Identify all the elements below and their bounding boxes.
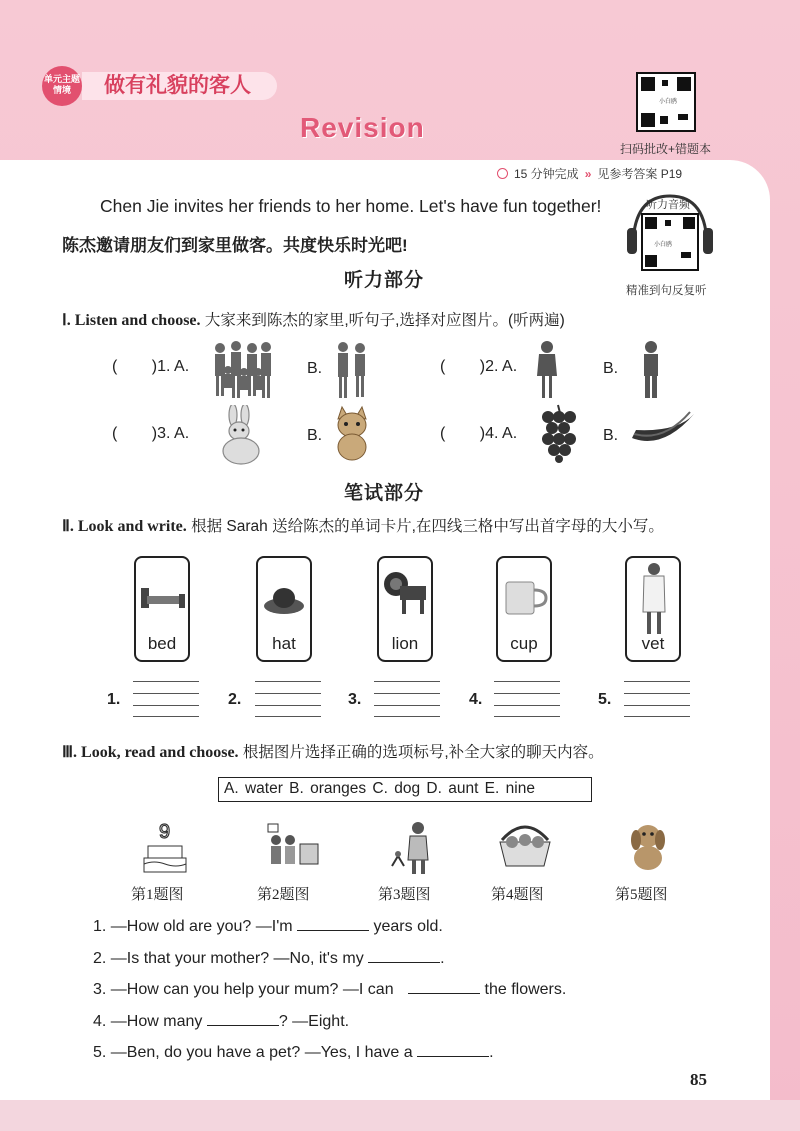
bed-icon [139,586,187,610]
chat-line-4 [93,1012,349,1031]
section-writing-title: 笔试部分 [344,483,425,504]
word-card-bed [134,556,190,662]
option-b-label: B. [603,360,619,377]
grid-number: 5. [598,691,612,708]
figure-caption: 第1题图 [131,887,184,903]
line-text: . [489,1044,494,1061]
line-text: the flowers. [484,981,567,998]
grapes-picture-icon[interactable] [538,403,580,463]
option-b-label: B. [307,360,323,377]
vet-icon [641,562,667,636]
answer-blank[interactable] [417,1043,489,1057]
kitten-picture-icon[interactable] [332,405,372,461]
item-number: )4. A. [479,425,518,442]
lion-icon [382,568,430,618]
line-text: —How many [110,1013,203,1030]
clock-icon [497,168,508,179]
answer-paren[interactable]: ( [440,425,446,442]
listening-qr-center: 小白鸥 [654,242,673,248]
part3-heading-en: Ⅲ. Look, read and choose. [62,744,239,761]
revision-title: Revision [300,112,425,143]
answer-blank[interactable] [408,980,480,994]
figure-caption: 第5题图 [615,887,668,903]
four-line-grid[interactable] [624,681,690,717]
options-box: A. water B. oranges C. dog D. aunt E. nine [218,777,592,802]
part3-heading-cn: 根据图片选择正确的选项标号,补全大家的聊天内容。 [242,744,604,761]
card-word: cup [510,634,538,653]
answer-paren[interactable]: ( [112,358,118,375]
family-picture-icon[interactable] [210,340,274,400]
four-line-grid[interactable] [133,681,199,717]
cup-icon [502,578,548,618]
line-text: —Is that your mother? —No, it's my [110,950,364,967]
line-text: —Ben, do you have a pet? —Yes, I have a [110,1044,413,1061]
chat-line-2 [93,949,445,968]
chat-line-3 [93,980,566,999]
badge-text: 单元主题 情境 [43,74,80,95]
boy-picture-icon[interactable] [641,340,661,400]
line-number: 5. [93,1044,107,1061]
line-number: 3. [93,981,107,998]
mother-and-aunt-icon [262,822,320,872]
answer-blank[interactable] [297,917,369,931]
figure-caption: 第3题图 [378,887,431,903]
line-text: ? —Eight. [278,1013,350,1030]
item-number: )2. A. [479,358,518,375]
intro-chinese: 陈杰邀请朋友们到家里做客。共度快乐时光吧! [62,236,408,255]
watering-flowers-icon [386,820,434,876]
figure-caption: 第4题图 [491,887,544,903]
rabbit-picture-icon[interactable] [215,405,265,465]
chat-line-5 [93,1043,494,1062]
couple-picture-icon[interactable] [334,340,370,400]
listening-audio-label: 听力音频 [646,199,690,211]
birthday-cake-icon [140,820,190,876]
answer-paren[interactable]: ( [440,358,446,375]
four-line-grid[interactable] [374,681,440,717]
timer-row [497,165,682,182]
bananas-picture-icon[interactable] [628,408,698,448]
qr-center-label: 小白鸥 [658,96,678,108]
card-word: lion [391,634,419,653]
listen-item-4 [440,425,517,443]
card-word: bed [147,634,177,653]
part3-heading [62,740,604,762]
listen-item-2 [440,358,517,376]
line-number: 4. [93,1013,107,1030]
part1-heading-en: Ⅰ. Listen and choose. [62,312,201,329]
grading-qr-code[interactable] [636,72,696,132]
part2-heading [62,514,664,536]
word-card-cup [496,556,552,662]
part2-heading-cn: 根据 Sarah 送给陈杰的单词卡片,在四线三格中写出首字母的大小写。 [191,518,664,535]
word-card-vet [625,556,681,662]
chat-line-1 [93,917,443,936]
grid-number: 1. [107,691,121,708]
girl-picture-icon[interactable] [536,340,558,400]
line-text: —How old are you? —I'm [110,918,293,935]
line-number: 1. [93,918,107,935]
word-card-lion [377,556,433,662]
listen-item-3 [112,425,189,443]
part2-heading-en: Ⅱ. Look and write. [62,518,187,535]
word-card-hat [256,556,312,662]
answer-paren[interactable]: ( [112,425,118,442]
part1-heading [62,308,565,330]
grid-number: 3. [348,691,362,708]
figure-caption: 第2题图 [257,887,310,903]
answer-blank[interactable] [368,949,440,963]
qr-label: 扫码批改+错题本 [620,142,712,156]
double-arrow-icon: » [584,166,592,181]
grid-number: 2. [228,691,242,708]
timer-text: 15 分钟完成 [514,167,579,181]
line-text: —How can you help your mum? —I can [110,981,394,998]
four-line-grid[interactable] [494,681,560,717]
fruit-basket-icon [496,820,554,870]
card-word: hat [272,634,296,653]
option-b-label: B. [307,427,323,444]
unit-theme-badge [42,66,82,106]
grid-number: 4. [469,691,483,708]
line-text: . [440,950,445,967]
svg-text:9: 9 [159,821,171,843]
hat-icon [262,586,308,616]
option-b-label: B. [603,427,619,444]
bottom-strip [0,1100,800,1131]
section-listening-title: 听力部分 [344,270,425,291]
listening-qr-caption: 精准到句反复听 [626,285,707,297]
four-line-grid[interactable] [255,681,321,717]
item-number: )3. A. [151,425,190,442]
item-number: )1. A. [151,358,190,375]
intro-english: Chen Jie invites her friends to her home. Let's have fun together! [100,196,602,216]
listen-item-1 [112,358,189,376]
page-number: 85 [690,1070,707,1089]
line-number: 2. [93,950,107,967]
unit-title: 做有礼貌的客人 [82,72,277,100]
puppy-icon [626,820,670,872]
line-text: years old. [373,918,443,935]
answer-reference: 见参考答案 P19 [597,167,683,181]
answer-blank[interactable] [207,1012,279,1026]
part1-heading-cn: 大家来到陈杰的家里,听句子,选择对应图片。(听两遍) [204,312,565,329]
card-word: vet [641,634,665,653]
